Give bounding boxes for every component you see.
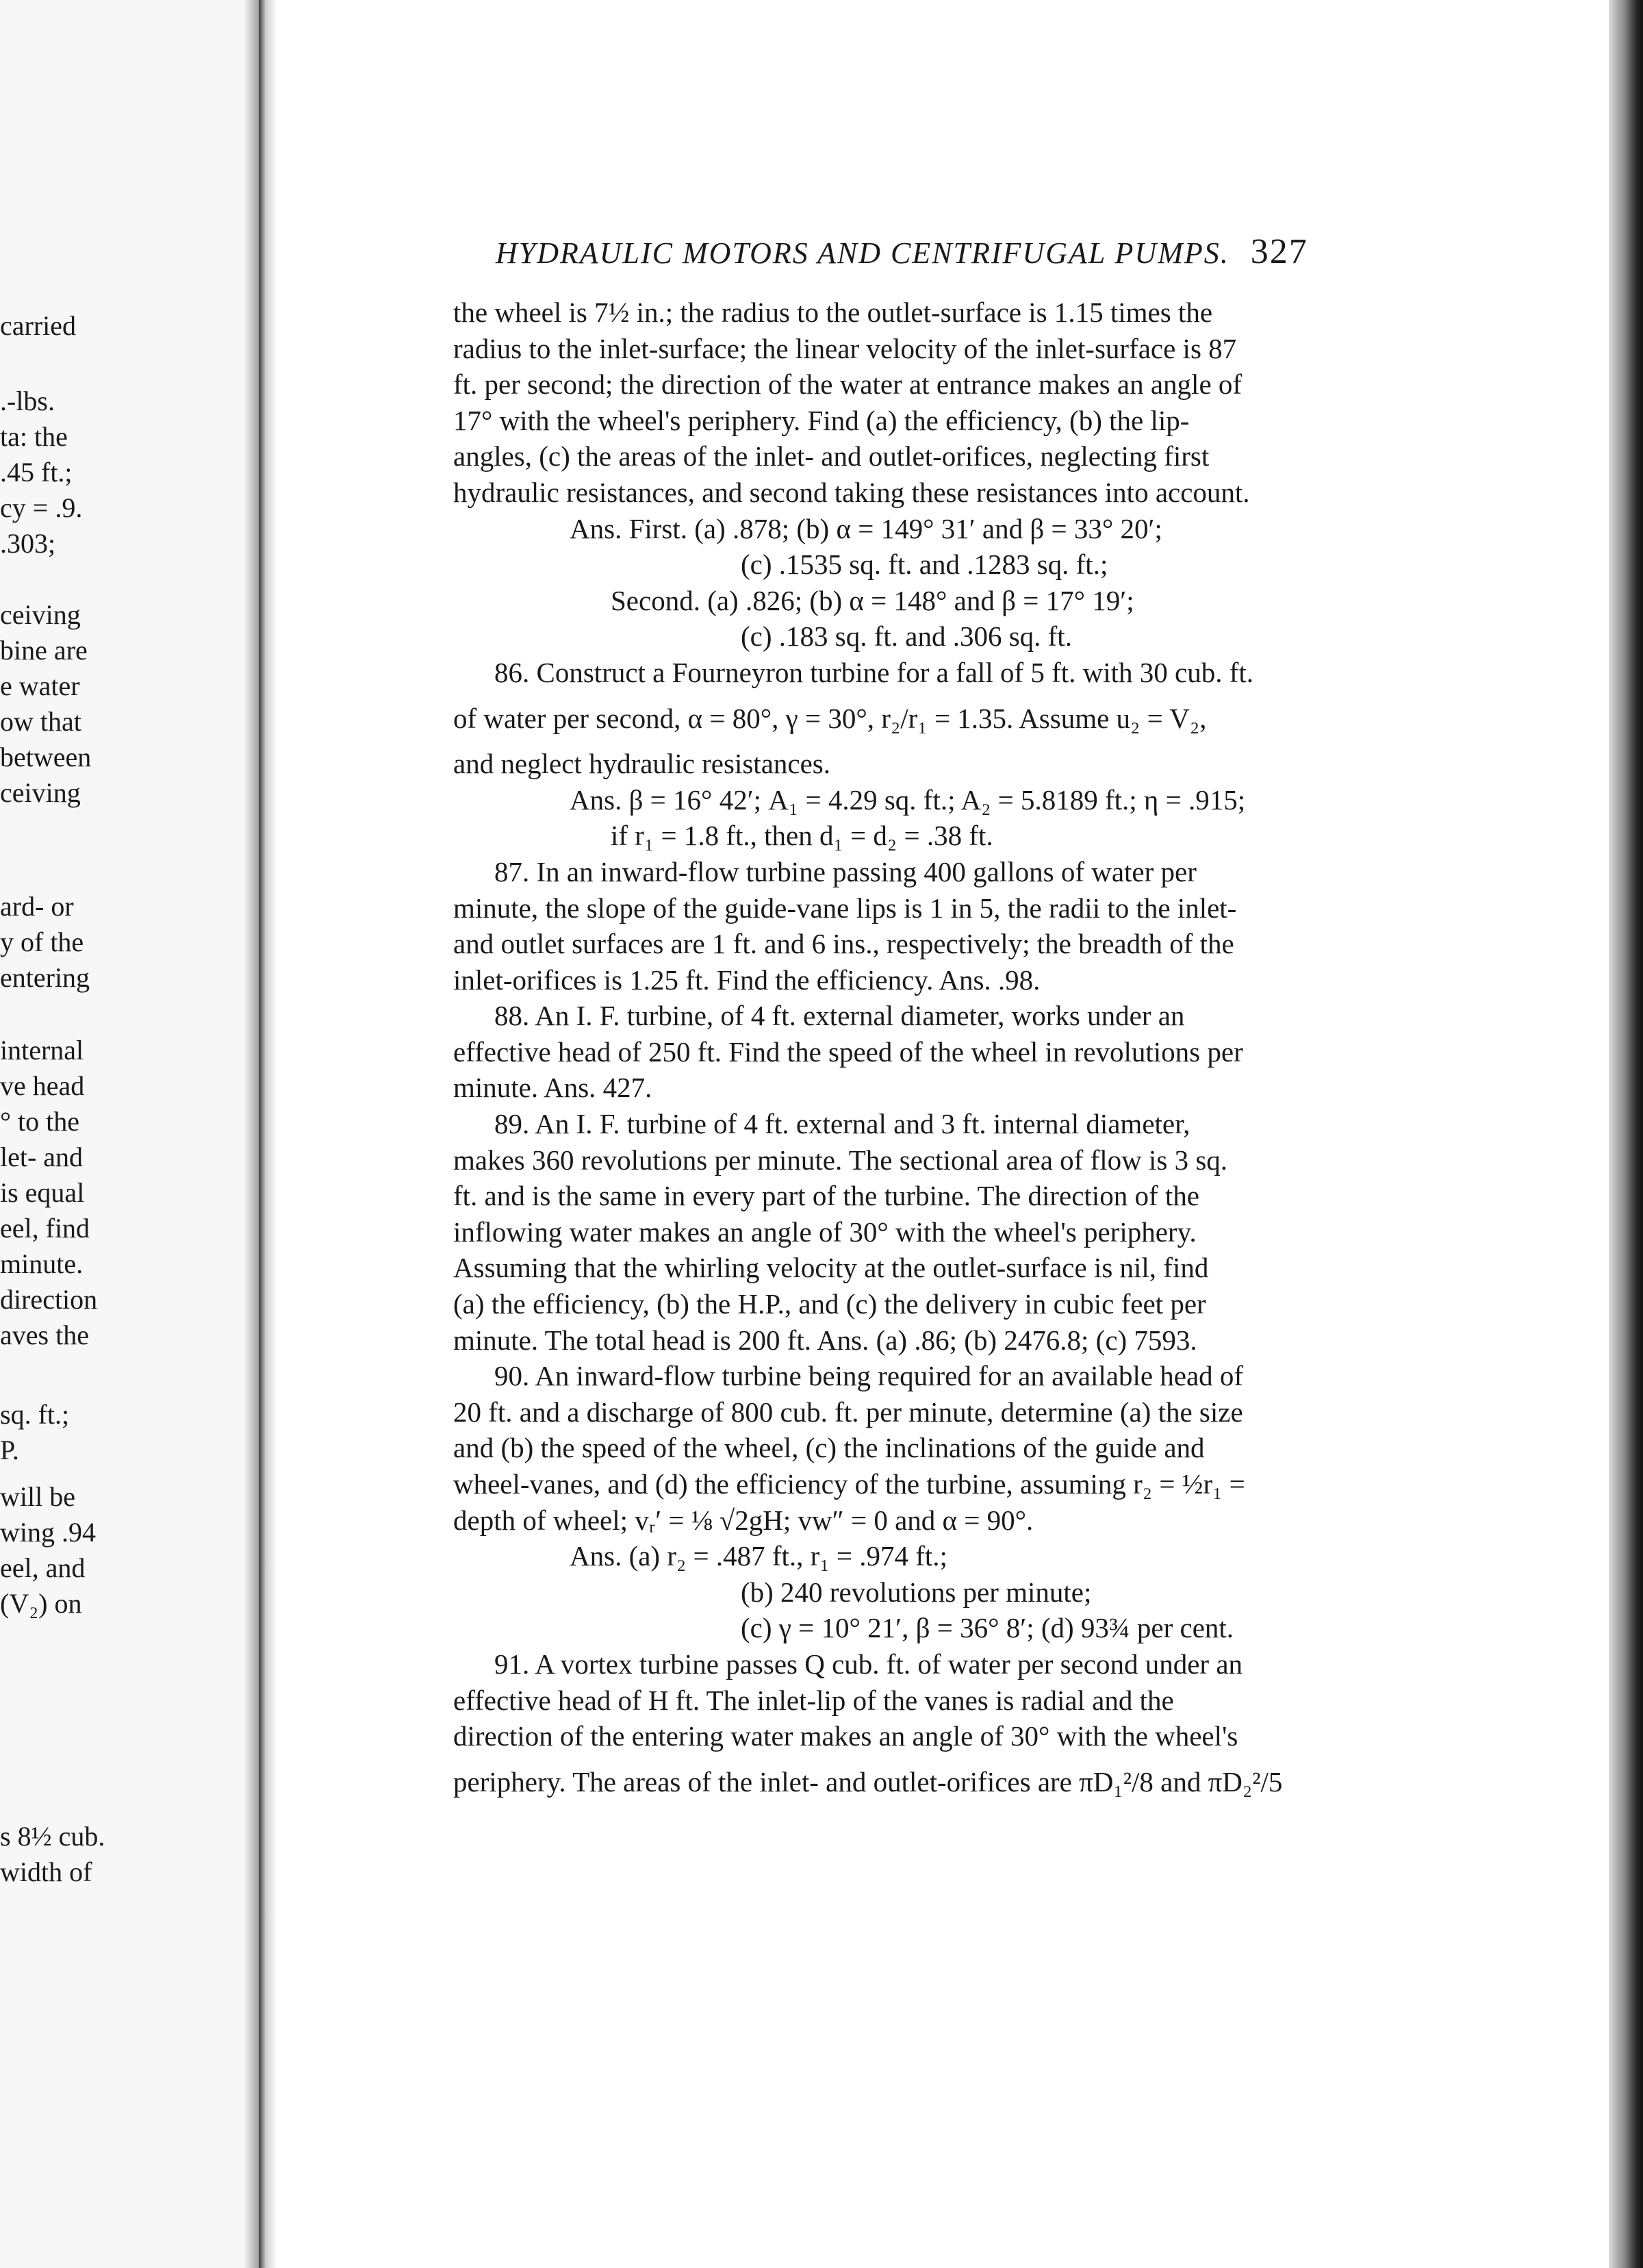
main-page [277,0,1609,2268]
left-text-line: ° to the [0,1106,79,1137]
gutter-shadow [244,0,259,2268]
left-text-line: ow that [0,706,81,737]
text-line: depth of wheel; vᵣ′ = ⅛ √2gH; vw″ = 0 and α = 90°. [453,1504,1034,1536]
text-line: hydraulic resistances, and second taking these resistances into account. [453,476,1250,508]
left-text-line: ard- or [0,891,74,922]
text-line: and (b) the speed of the wheel, (c) the inclinations of the guide and [453,1432,1205,1464]
left-text-line: wing .94 [0,1517,96,1548]
left-text-line: eel, find [0,1213,90,1244]
problem-86-line: 86. Construct a Fourneyron turbine for a fall of 5 ft. with 30 cub. ft. [494,656,1254,688]
left-text-line: s 8½ cub. [0,1821,105,1852]
text-line: minute, the slope of the guide-vane lips is 1 in 5, the radii to the inlet- [453,892,1237,924]
text-line: the wheel is 7½ in.; the radius to the outlet-surface is 1.15 times the [453,297,1213,328]
left-text-line: entering [0,962,90,993]
text-line: periphery. The areas of the inlet- and outlet-orifices are πD₁²/8 and πD₂²/5 [453,1765,1283,1798]
answer-line: Ans. β = 16° 42′; A₁ = 4.29 sq. ft.; A₂ = 5.8189 ft.; η = .915; [570,783,1246,816]
left-text-line: sq. ft.; [0,1399,70,1430]
text-line: makes 360 revolutions per minute. The sectional area of flow is 3 sq. [453,1144,1228,1176]
problem-89-line: 89. An I. F. turbine of 4 ft. external and 3 ft. internal diameter, [494,1108,1190,1140]
left-text-line: aves the [0,1320,89,1350]
text-line: (a) the efficiency, (b) the H.P., and (c) the delivery in cubic feet per [453,1288,1206,1320]
left-text-line: ceiving [0,599,81,630]
text-line: effective head of 250 ft. Find the speed of the wheel in revolutions per [453,1035,1243,1068]
answer-line: (c) γ = 10° 21′, β = 36° 8′; (d) 93¾ per cent. [741,1612,1234,1644]
left-text-line: .45 ft.; [0,457,73,488]
text-line: direction of the entering water makes an angle of 30° with the wheel's [453,1720,1238,1752]
text-line: minute. The total head is 200 ft. Ans. (a) .86; (b) 2476.8; (c) 7593. [453,1324,1197,1356]
body-text [453,294,1643,1800]
left-text-line: .303; [0,528,56,559]
left-text-line: between [0,742,92,772]
left-text-line: (V₂) on [0,1588,82,1619]
running-header [496,231,1643,272]
text-line: inflowing water makes an angle of 30° with the wheel's periphery. [453,1215,1197,1248]
text-line: of water per second, α = 80°, γ = 30°, r₂/r₁ = 1.35. Assume u₂ = V₂, [453,702,1207,734]
text-line: and neglect hydraulic resistances. [453,748,830,780]
running-title: HYDRAULIC MOTORS AND CENTRIFUGAL PUMPS. [496,236,1230,270]
text-line: angles, (c) the areas of the inlet- and outlet-orifices, neglecting first [453,440,1210,473]
problem-90-line: 90. An inward-flow turbine being required for an available head of [494,1360,1244,1392]
book-edge-shadow [1609,0,1643,2268]
answer-line: (c) .1535 sq. ft. and .1283 sq. ft.; [741,549,1108,581]
left-text-line: width of [0,1856,92,1887]
text-line: ft. per second; the direction of the water at entrance makes an angle of [453,368,1243,401]
left-text-line: bine are [0,635,88,666]
left-text-line: will be [0,1481,75,1512]
text-line: 20 ft. and a discharge of 800 cub. ft. per minute, determine (a) the size [453,1396,1243,1428]
left-text-line: internal [0,1035,84,1066]
book-spine-seam [259,0,277,2268]
left-text-line: is equal [0,1177,85,1208]
left-text-line: .-lbs. [0,386,55,416]
page-number: 327 [1250,232,1308,271]
answer-line: Ans. First. (a) .878; (b) α = 149° 31′ and β = 33° 20′; [570,512,1162,544]
text-line: radius to the inlet-surface; the linear velocity of the inlet-surface is 87 [453,332,1237,364]
answer-line: Second. (a) .826; (b) α = 148° and β = 17° 19′; [611,584,1134,616]
left-text-line: eel, and [0,1552,86,1583]
problem-88-line: 88. An I. F. turbine, of 4 ft. external diameter, works under an [494,1000,1185,1032]
answer-line: (b) 240 revolutions per minute; [741,1576,1092,1608]
answer-line: (c) .183 sq. ft. and .306 sq. ft. [741,620,1072,653]
left-text-line: ceiving [0,777,81,808]
left-text-line: e water [0,670,80,701]
problem-91-line: 91. A vortex turbine passes Q cub. ft. of water per second under an [494,1648,1243,1680]
left-text-line: minute. [0,1248,84,1279]
text-line: Assuming that the whirling velocity at the outlet-surface is nil, find [453,1252,1209,1284]
left-text-line: let- and [0,1142,84,1172]
text-line: effective head of H ft. The inlet-lip of the vanes is radial and the [453,1684,1174,1716]
text-line: ft. and is the same in every part of the turbine. The direction of the [453,1180,1199,1212]
left-text-line: y of the [0,927,84,957]
left-page-fragment [0,0,259,2268]
answer-line: Ans. (a) r₂ = .487 ft., r₁ = .974 ft.; [570,1540,947,1572]
left-text-line: ta: the [0,421,68,452]
text-line: inlet-orifices is 1.25 ft. Find the efficiency. Ans. .98. [453,963,1041,996]
text-line: minute. Ans. 427. [453,1072,652,1104]
text-line: and outlet surfaces are 1 ft. and 6 ins., respectively; the breadth of the [453,928,1234,960]
left-text-line: cy = .9. [0,492,83,523]
text-line: wheel-vanes, and (d) the efficiency of the turbine, assuming r₂ = ½r₁ = [453,1468,1245,1500]
problem-87-line: 87. In an inward-flow turbine passing 400 gallons of water per [494,855,1197,887]
text-line: 17° with the wheel's periphery. Find (a) the efficiency, (b) the lip- [453,404,1190,436]
answer-line: if r₁ = 1.8 ft., then d₁ = d₂ = .38 ft. [611,820,993,852]
left-text-line: P. [0,1435,19,1465]
left-text-line: carried [0,310,77,341]
left-text-line: ve head [0,1070,85,1101]
left-text-line: direction [0,1284,98,1315]
